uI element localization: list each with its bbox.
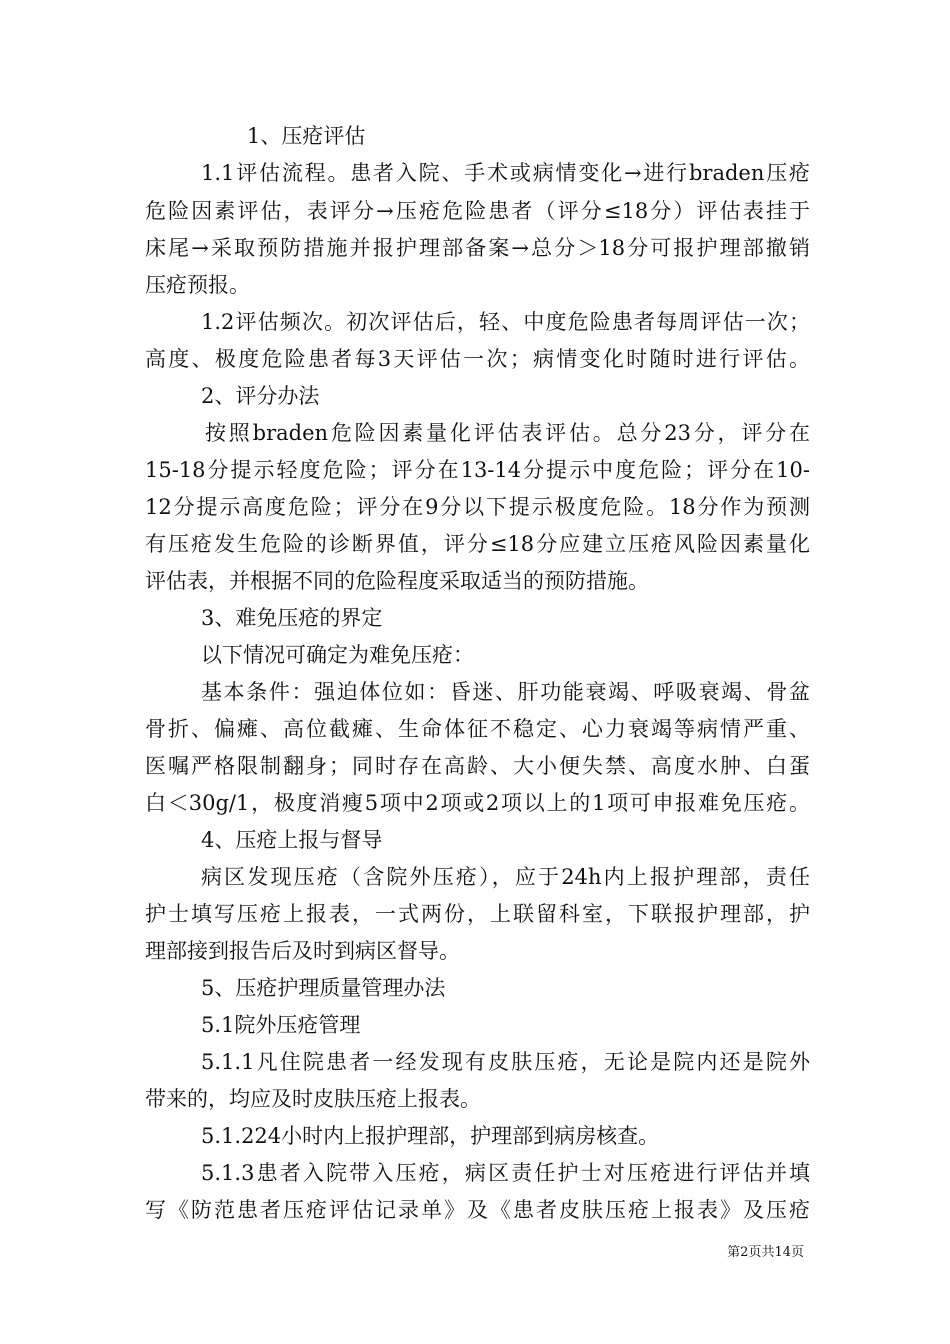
paragraph-line: 有压疮发生危险的诊断界值，评分≤18分应建立压疮风险因素量化 [145,532,810,556]
paragraph-line: 白＜30g/1，极度消瘦5项中2项或2项以上的1项可申报难免压疮。 [145,791,810,815]
paragraph-line: 1.1评估流程。患者入院、手术或病情变化→进行braden压疮 [201,161,810,185]
paragraph-line: 15-18分提示轻度危险；评分在13-14分提示中度危险；评分在10- [145,458,810,482]
paragraph-line: 写《防范患者压疮评估记录单》及《患者皮肤压疮上报表》及压疮 [145,1198,810,1222]
paragraph-line: 12分提示高度危险；评分在9分以下提示极度危险。18分作为预测 [145,495,810,519]
paragraph-line: 5.1.1凡住院患者一经发现有皮肤压疮，无论是院内还是院外 [201,1050,810,1074]
paragraph-line: 病区发现压疮（含院外压疮），应于24h内上报护理部，责任 [201,865,810,889]
paragraph-line: 5.1.224小时内上报护理部，护理部到病房核查。 [201,1124,660,1148]
heading-4: 4、压疮上报与督导 [201,828,383,852]
paragraph-line: 评估表，并根据不同的危险程度采取适当的预防措施。 [145,569,649,593]
paragraph-line: 床尾→采取预防措施并报护理部备案→总分＞18分可报护理部撤销 [145,236,810,260]
paragraph-line: 医嘱严格限制翻身；同时存在高龄、大小便失禁、高度水肿、白蛋 [145,754,810,778]
page-number-footer: 第2页共14页 [727,1245,804,1260]
paragraph-line: 以下情况可确定为难免压疮： [201,643,474,667]
heading-5: 5、压疮护理质量管理办法 [201,976,446,1000]
paragraph-line: 高度、极度危险患者每3天评估一次；病情变化时随时进行评估。 [145,347,810,371]
heading-2: 2、评分办法 [201,384,320,408]
heading-3: 3、难免压疮的界定 [201,606,383,630]
paragraph-line: 压疮预报。 [145,273,250,297]
heading-1: 1、压疮评估 [247,124,366,148]
paragraph-line: 理部接到报告后及时到病区督导。 [145,939,460,963]
paragraph-line: 基本条件：强迫体位如：昏迷、肝功能衰竭、呼吸衰竭、骨盆 [201,680,810,704]
paragraph-line: 护士填写压疮上报表，一式两份，上联留科室，下联报护理部，护 [145,902,810,926]
paragraph-line: 带来的，均应及时皮肤压疮上报表。 [145,1087,481,1111]
paragraph-line: 5.1.3患者入院带入压疮，病区责任护士对压疮进行评估并填 [201,1161,810,1185]
paragraph-line: 1.2评估频次。初次评估后，轻、中度危险患者每周评估一次； [201,310,810,334]
paragraph-line: 骨折、偏瘫、高位截瘫、生命体征不稳定、心力衰竭等病情严重、 [145,717,810,741]
subheading-5-1: 5.1院外压疮管理 [201,1013,361,1037]
paragraph-line: 按照braden危险因素量化评估表评估。总分23分，评分在 [205,421,810,445]
paragraph-line: 危险因素评估，表评分→压疮危险患者（评分≤18分）评估表挂于 [145,199,810,223]
